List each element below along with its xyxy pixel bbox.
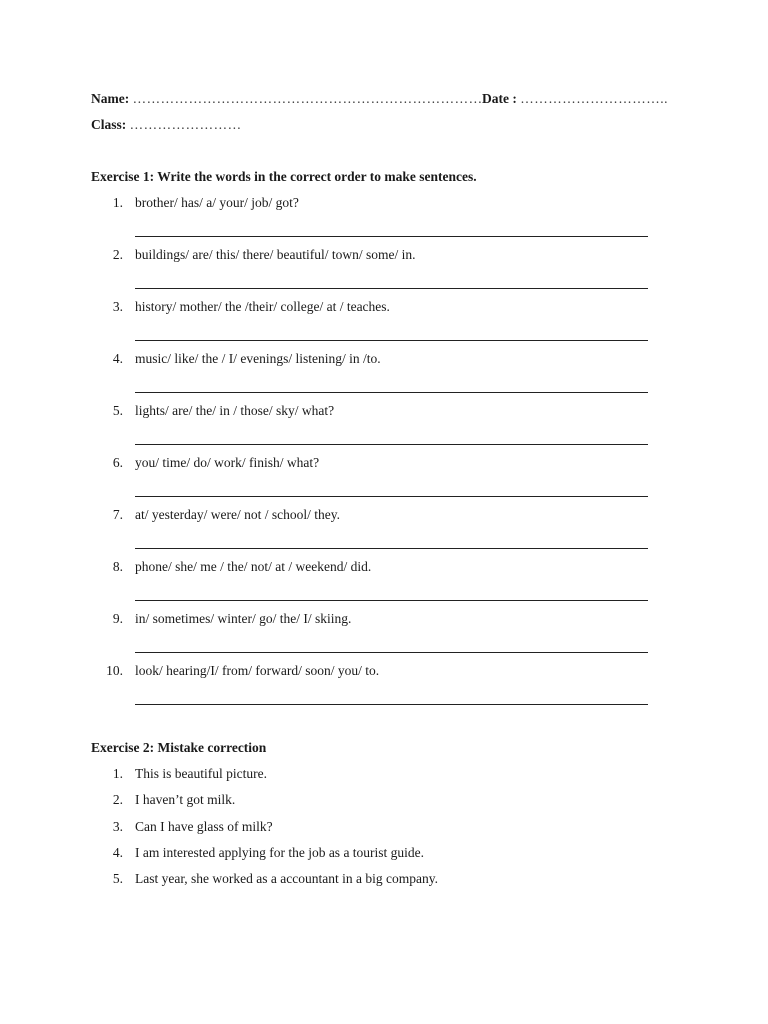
class-label: Class:: [91, 117, 127, 132]
exercise-1-item: [0, 507, 768, 527]
item-number: 8.: [112, 559, 123, 574]
answer-line[interactable]: [135, 548, 648, 549]
item-text: This is beautiful picture.: [135, 766, 267, 781]
answer-line[interactable]: [135, 704, 648, 705]
item-text: you/ time/ do/ work/ finish/ what?: [135, 455, 320, 470]
item-number: 10.: [106, 663, 123, 678]
item-text: lights/ are/ the/ in / those/ sky/ what?: [135, 403, 335, 418]
exercise-1-item: [0, 455, 768, 475]
item-number: 1.: [112, 195, 123, 210]
exercise-1-item: [0, 559, 768, 579]
exercise-2-item: [0, 819, 768, 839]
answer-line[interactable]: [135, 392, 648, 393]
item-text: brother/ has/ a/ your/ job/ got?: [135, 195, 299, 210]
exercise-1-title: Exercise 1: Write the words in the correct order to make sentences.: [91, 169, 477, 184]
exercise-2-item: [0, 871, 768, 891]
date-row: [482, 91, 668, 107]
date-label: Date :: [482, 91, 517, 106]
exercise-1-item: [0, 663, 768, 683]
name-field[interactable]: ………………………………………………………………….: [132, 91, 487, 106]
item-text: history/ mother/ the /their/ college/ at / teaches.: [135, 299, 390, 314]
exercise-1-item: [0, 403, 768, 423]
answer-line[interactable]: [135, 652, 648, 653]
item-text: music/ like/ the / I/ evenings/ listening/ in /to.: [135, 351, 381, 366]
item-text: phone/ she/ me / the/ not/ at / weekend/ did.: [135, 559, 372, 574]
exercise-2-item: [0, 792, 768, 812]
class-row: [91, 117, 242, 133]
item-number: 2.: [112, 247, 123, 262]
item-text: Can I have glass of milk?: [135, 818, 273, 834]
item-text: buildings/ are/ this/ there/ beautiful/ town/ some/ in.: [135, 247, 416, 262]
answer-line[interactable]: [135, 600, 648, 601]
exercise-1-item: [0, 299, 768, 319]
answer-line[interactable]: [135, 444, 648, 445]
item-text: I haven’t got milk.: [135, 792, 236, 808]
item-number: 6.: [112, 455, 123, 470]
item-number: 3.: [112, 818, 123, 834]
item-text: at/ yesterday/ were/ not / school/ they.: [135, 507, 340, 522]
item-number: 1.: [112, 766, 123, 781]
class-field[interactable]: ……………………: [129, 117, 242, 132]
date-field[interactable]: …………………………..: [520, 91, 668, 106]
exercise-1-item: [0, 195, 768, 215]
item-text: Last year, she worked as a accountant in a big company.: [135, 871, 438, 886]
exercise-2-title: Exercise 2: Mistake correction: [91, 740, 267, 755]
item-text: look/ hearing/I/ from/ forward/ soon/ you/ to.: [135, 663, 380, 678]
item-number: 5.: [112, 403, 123, 418]
exercise-1-item: [0, 611, 768, 631]
item-number: 4.: [112, 844, 123, 860]
exercise-2-item: [0, 845, 768, 865]
name-row: [91, 91, 486, 107]
item-text: I am interested applying for the job as a tourist guide.: [135, 844, 425, 860]
item-text: in/ sometimes/ winter/ go/ the/ I/ skiing.: [135, 611, 352, 626]
exercise-1-item: [0, 247, 768, 267]
item-number: 7.: [112, 507, 123, 522]
exercise-1-item: [0, 351, 768, 371]
item-number: 3.: [112, 299, 123, 314]
answer-line[interactable]: [135, 236, 648, 237]
answer-line[interactable]: [135, 496, 648, 497]
answer-line[interactable]: [135, 288, 648, 289]
item-number: 4.: [112, 351, 123, 366]
answer-line[interactable]: [135, 340, 648, 341]
item-number: 2.: [112, 792, 123, 808]
exercise-2-item: [0, 766, 768, 786]
item-number: 5.: [112, 871, 123, 886]
item-number: 9.: [112, 611, 123, 626]
name-label: Name:: [91, 91, 130, 106]
